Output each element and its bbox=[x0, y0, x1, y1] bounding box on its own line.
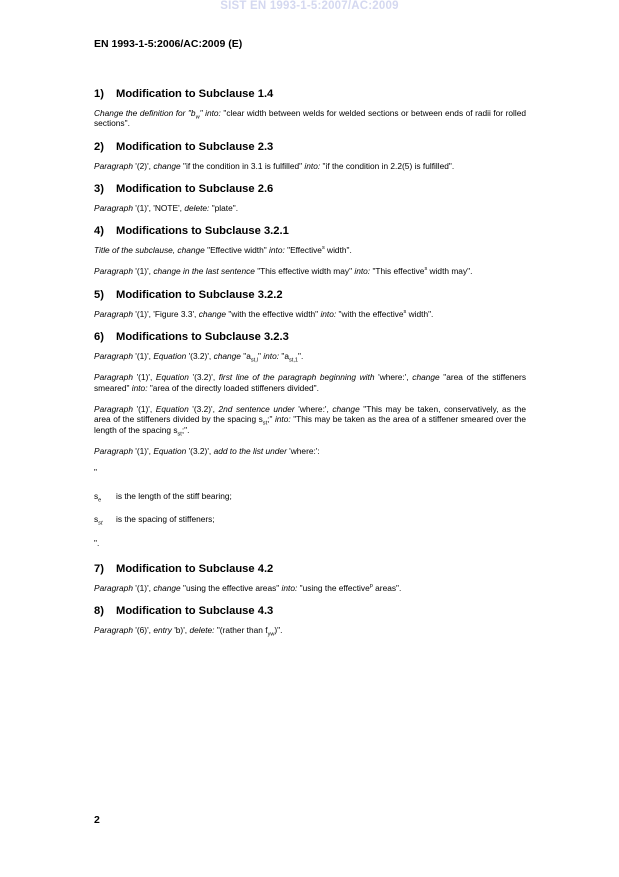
document-id-header: EN 1993-1-5:2006/AC:2009 (E) bbox=[94, 38, 243, 50]
watermark: SIST EN 1993-1-5:2007/AC:2009 bbox=[220, 0, 399, 12]
paragraph: Paragraph '(1)', Equation '(3.2)', 2nd sentence under 'where:', change "This may be taken, conservatively, as the area of the stiffeners divided by the spacing $s_{st}$;" into: "This may be taken as the area of a stiffener smeared over the length of the spacing $s_{st}$;". bbox=[94, 403, 527, 438]
paragraph: Change the definition for "$b_w$" into: "clear width between welds for welded sections or between ends of radii for rolled sections". bbox=[94, 108, 526, 129]
open-quote: " bbox=[94, 467, 97, 478]
section-heading: 4) Modifications to Subclause 3.2.1 bbox=[94, 225, 289, 238]
section-8 bbox=[94, 604, 526, 638]
section-heading: 8) Modification to Subclause 4.3 bbox=[94, 605, 274, 618]
paragraph: Paragraph '(6)', entry 'b)', delete: "(rather than $f_{yw}$)". bbox=[94, 625, 283, 638]
section-4 bbox=[94, 224, 526, 277]
section-heading: 7) Modification to Subclause 4.2 bbox=[94, 562, 274, 575]
paragraph: Paragraph '(1)', change in the last sentence "This effective width may" into: "This effective$^s$ width may". bbox=[94, 266, 473, 277]
page-content bbox=[94, 87, 526, 646]
section-heading: 6) Modifications to Subclause 3.2.3 bbox=[94, 331, 289, 344]
section-7 bbox=[94, 562, 526, 593]
section-heading: 5) Modification to Subclause 3.2.2 bbox=[94, 288, 283, 301]
close-quote: ". bbox=[94, 537, 100, 548]
paragraph: Paragraph '(1)', Equation '(3.2)', change "$a_{st,l}$" into: "$a_{st,1}$". bbox=[94, 351, 304, 364]
section-6 bbox=[94, 330, 526, 548]
section-heading: 1) Modification to Subclause 1.4 bbox=[94, 88, 274, 100]
page-number: 2 bbox=[94, 814, 100, 826]
section-1 bbox=[94, 87, 526, 129]
definition-row: $s_{st}$ is the spacing of stiffeners; bbox=[94, 514, 215, 528]
paragraph: Paragraph '(2)', change "if the condition in 3.1 is fulfilled" into: "if the condition in 2.2(5) is fulfilled". bbox=[94, 160, 455, 171]
section-2 bbox=[94, 140, 526, 171]
paragraph: Paragraph '(1)', Equation '(3.2)', add to the list under 'where:': bbox=[94, 445, 320, 456]
section-3 bbox=[94, 182, 526, 213]
paragraph: Title of the subclause, change "Effective width" into: "Effective$^s$ width". bbox=[94, 245, 352, 256]
section-heading: 3) Modification to Subclause 2.6 bbox=[94, 182, 274, 195]
paragraph: Paragraph '(1)', 'Figure 3.3', change "with the effective width" into: "with the effective$^s$ width". bbox=[94, 308, 434, 319]
definition-row: $s_e$ is the length of the stiff bearing; bbox=[94, 491, 232, 504]
section-5 bbox=[94, 288, 526, 319]
section-heading: 2) Modification to Subclause 2.3 bbox=[94, 140, 274, 153]
paragraph: Paragraph '(1)', change "using the effective areas" into: "using the effective$^p$ areas". bbox=[94, 582, 402, 593]
paragraph: Paragraph '(1)', Equation '(3.2)', first line of the paragraph beginning with 'where:', change "area of the stiffeners smeared" into: "area of the directly loaded stiffeners divided". bbox=[94, 372, 527, 393]
paragraph: Paragraph '(1)', 'NOTE', delete: "plate". bbox=[94, 202, 239, 213]
